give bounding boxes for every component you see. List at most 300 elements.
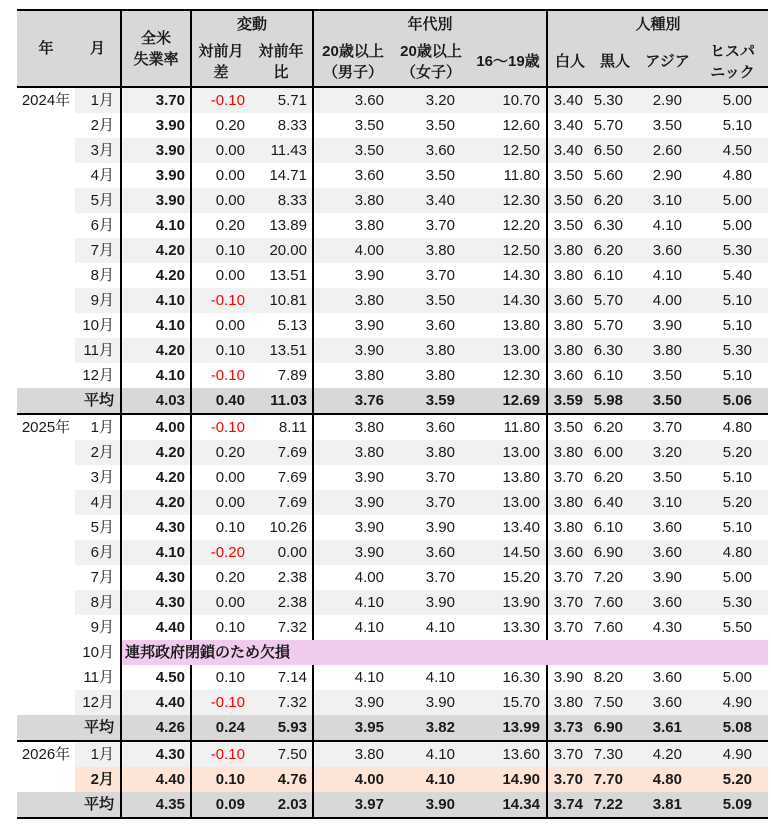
cell-teen: 16.30 — [502, 669, 540, 686]
cell-asian: 3.50 — [638, 388, 697, 413]
cell-month: 1月 — [75, 88, 120, 113]
cell-yoy: 14.71 — [269, 167, 307, 184]
cell-asian: 3.60 — [638, 238, 697, 263]
cell-year — [17, 188, 75, 213]
cell-black: 7.70 — [592, 767, 638, 792]
cell-year — [17, 440, 75, 465]
cell-female20: 3.20 — [392, 88, 470, 113]
table-row — [17, 767, 768, 792]
table-row — [17, 163, 768, 188]
unemployment-table — [17, 9, 768, 819]
cell-teen: 10.70 — [470, 88, 546, 113]
cell-teen: 13.00 — [470, 440, 546, 465]
cell-hispanic: 4.90 — [697, 690, 768, 715]
cell-black: 6.10 — [593, 267, 623, 284]
cell-asian: 3.90 — [652, 317, 682, 334]
cell-month: 1月 — [90, 419, 114, 436]
cell-hispanic: 4.80 — [722, 167, 752, 184]
cell-white: 3.50 — [546, 213, 592, 238]
cell-asian: 4.00 — [638, 288, 697, 313]
cell-year — [17, 263, 75, 288]
year-section — [17, 88, 768, 415]
cell-male20: 3.97 — [312, 792, 392, 817]
cell-mom: 0.00 — [190, 138, 250, 163]
cell-mom: 0.10 — [190, 615, 250, 640]
cell-male20: 3.60 — [312, 88, 392, 113]
table-row — [17, 590, 768, 615]
cell-year — [17, 767, 75, 792]
cell-asian: 3.10 — [638, 490, 697, 515]
cell-black: 5.70 — [593, 317, 623, 334]
cell-male20: 3.90 — [312, 313, 392, 338]
cell-year — [17, 113, 75, 138]
cell-teen: 12.30 — [470, 188, 546, 213]
cell-rate: 4.00 — [120, 415, 190, 440]
cell-rate: 4.10 — [120, 540, 190, 565]
cell-rate: 3.90 — [120, 163, 190, 188]
cell-month: 7月 — [90, 569, 114, 586]
cell-hispanic: 5.30 — [697, 590, 768, 615]
header-asian: アジア — [645, 53, 690, 70]
cell-teen: 15.20 — [502, 569, 540, 586]
cell-asian: 2.90 — [652, 167, 682, 184]
cell-yoy: 2.38 — [277, 569, 307, 586]
cell-male20: 4.00 — [312, 238, 392, 263]
cell-white: 3.80 — [546, 313, 592, 338]
cell-rate: 4.20 — [120, 490, 190, 515]
cell-rate: 4.20 — [120, 238, 190, 263]
cell-female20: 3.70 — [392, 490, 470, 515]
cell-asian: 3.90 — [652, 569, 682, 586]
cell-teen: 14.30 — [470, 288, 546, 313]
cell-hispanic: 5.10 — [722, 317, 752, 334]
cell-black: 6.40 — [592, 490, 638, 515]
cell-black: 6.20 — [593, 419, 623, 436]
cell-yoy: 7.50 — [250, 742, 312, 767]
cell-mom: -0.20 — [190, 540, 250, 565]
cell-mom: 0.00 — [190, 465, 250, 490]
cell-yoy: 7.69 — [250, 440, 312, 465]
table-row — [17, 338, 768, 363]
table-header — [17, 11, 768, 88]
cell-white: 3.90 — [546, 665, 592, 690]
cell-yoy: 7.32 — [250, 690, 312, 715]
cell-black: 6.10 — [593, 367, 623, 384]
cell-teen: 13.99 — [470, 715, 546, 740]
cell-mom: 0.20 — [190, 440, 250, 465]
cell-asian: 3.20 — [638, 440, 697, 465]
cell-female20: 3.50 — [425, 167, 455, 184]
cell-asian: 3.50 — [652, 469, 682, 486]
cell-white: 3.80 — [546, 338, 592, 363]
cell-mom: 0.20 — [190, 565, 250, 590]
cell-asian: 4.10 — [652, 267, 682, 284]
cell-year — [17, 338, 75, 363]
cell-hispanic: 5.20 — [697, 767, 768, 792]
cell-teen: 14.30 — [502, 267, 540, 284]
table-row — [17, 313, 768, 338]
cell-mom: 0.00 — [190, 163, 250, 188]
cell-white: 3.80 — [546, 238, 592, 263]
cell-hispanic: 5.10 — [722, 519, 752, 536]
cell-black: 6.00 — [592, 440, 638, 465]
cell-mom: -0.10 — [190, 415, 250, 440]
cell-yoy: 10.81 — [250, 288, 312, 313]
cell-white: 3.40 — [546, 88, 592, 113]
table-row — [17, 238, 768, 263]
cell-month: 9月 — [90, 619, 114, 636]
cell-rate: 4.30 — [120, 565, 190, 590]
cell-male20: 3.80 — [312, 188, 392, 213]
cell-month: 8月 — [75, 590, 120, 615]
cell-month: 10月 — [82, 644, 114, 661]
cell-month: 12月 — [75, 690, 120, 715]
cell-year: 2026年 — [17, 742, 75, 767]
cell-month: 5月 — [75, 188, 120, 213]
cell-female20: 3.90 — [425, 519, 455, 536]
cell-year — [17, 540, 75, 565]
cell-rate: 4.40 — [120, 767, 190, 792]
cell-male20: 3.80 — [312, 742, 392, 767]
cell-male20: 3.90 — [312, 690, 392, 715]
cell-month: 4月 — [90, 167, 114, 184]
cell-female20: 3.80 — [392, 338, 470, 363]
cell-teen: 13.40 — [502, 519, 540, 536]
cell-yoy: 13.51 — [250, 338, 312, 363]
cell-teen: 13.30 — [502, 619, 540, 636]
cell-rate: 4.03 — [120, 388, 190, 413]
cell-black: 8.20 — [593, 669, 623, 686]
cell-asian: 4.30 — [652, 619, 682, 636]
cell-yoy: 2.03 — [250, 792, 312, 817]
table-row — [17, 715, 768, 740]
table-row — [17, 640, 768, 665]
cell-yoy: 11.43 — [250, 138, 312, 163]
cell-yoy: 5.71 — [250, 88, 312, 113]
cell-hispanic: 5.10 — [722, 367, 752, 384]
cell-mom: 0.40 — [190, 388, 250, 413]
cell-male20: 3.50 — [312, 113, 392, 138]
cell-hispanic: 5.09 — [697, 792, 768, 817]
cell-female20: 3.40 — [392, 188, 470, 213]
cell-white: 3.74 — [546, 792, 592, 817]
table-row — [17, 742, 768, 767]
cell-female20: 3.70 — [425, 267, 455, 284]
cell-black: 7.60 — [592, 590, 638, 615]
cell-yoy: 20.00 — [250, 238, 312, 263]
cell-yoy: 5.93 — [250, 715, 312, 740]
cell-white: 3.59 — [546, 388, 592, 413]
cell-black: 6.20 — [592, 188, 638, 213]
cell-yoy: 13.89 — [269, 217, 307, 234]
cell-asian: 2.90 — [638, 88, 697, 113]
cell-asian: 4.10 — [652, 217, 682, 234]
header-hispanic: ヒスパ ニック — [709, 42, 755, 81]
cell-hispanic: 5.40 — [722, 267, 752, 284]
header-group-change: 変動 — [190, 11, 312, 37]
cell-asian: 3.50 — [652, 367, 682, 384]
cell-rate: 3.90 — [120, 138, 190, 163]
cell-black: 6.90 — [592, 715, 638, 740]
cell-year — [17, 465, 75, 490]
cell-male20: 3.90 — [312, 465, 392, 490]
table-row — [17, 565, 768, 590]
cell-male20: 3.80 — [312, 440, 392, 465]
cell-asian: 3.60 — [638, 540, 697, 565]
cell-mom: 0.10 — [190, 515, 250, 540]
cell-black: 6.50 — [592, 138, 638, 163]
cell-teen: 13.60 — [470, 742, 546, 767]
cell-asian: 3.80 — [638, 338, 697, 363]
cell-white: 3.80 — [546, 440, 592, 465]
cell-rate: 3.90 — [120, 188, 190, 213]
cell-missing-note: 連邦政府閉鎖のため欠損 — [120, 640, 768, 665]
cell-asian: 3.70 — [652, 419, 682, 436]
cell-rate: 4.40 — [120, 690, 190, 715]
cell-rate: 4.20 — [120, 338, 190, 363]
cell-yoy: 7.32 — [277, 619, 307, 636]
cell-hispanic: 5.00 — [697, 188, 768, 213]
cell-year — [17, 515, 75, 540]
cell-hispanic: 5.08 — [697, 715, 768, 740]
cell-yoy: 8.11 — [278, 419, 307, 436]
cell-hispanic: 5.20 — [697, 490, 768, 515]
cell-year — [17, 163, 75, 188]
table-row — [17, 263, 768, 288]
cell-female20: 3.82 — [392, 715, 470, 740]
cell-teen: 11.80 — [503, 167, 540, 184]
header-male20: 20歳以上 （男子） — [312, 37, 392, 86]
cell-teen: 12.30 — [502, 367, 540, 384]
cell-white: 3.80 — [546, 515, 592, 540]
table-row — [17, 490, 768, 515]
cell-hispanic: 5.00 — [722, 569, 752, 586]
cell-month: 平均 — [75, 715, 120, 740]
cell-teen: 13.00 — [470, 338, 546, 363]
cell-male20: 3.90 — [312, 540, 392, 565]
table-row — [17, 188, 768, 213]
table-row — [17, 690, 768, 715]
table-row — [17, 138, 768, 163]
cell-black: 5.98 — [592, 388, 638, 413]
cell-yoy: 7.69 — [277, 469, 307, 486]
cell-male20: 3.80 — [312, 415, 392, 440]
cell-month: 6月 — [90, 217, 114, 234]
cell-white: 3.70 — [546, 465, 592, 490]
table-row — [17, 465, 768, 490]
cell-male20: 3.80 — [312, 288, 392, 313]
cell-female20: 3.50 — [392, 288, 470, 313]
cell-mom: 0.00 — [190, 490, 250, 515]
table-row — [17, 415, 768, 440]
cell-hispanic: 5.50 — [722, 619, 752, 636]
table-row — [17, 665, 768, 690]
cell-male20: 3.80 — [312, 213, 392, 238]
cell-yoy: 10.26 — [269, 519, 307, 536]
header-year: 年 — [38, 40, 54, 57]
cell-year — [17, 313, 75, 338]
cell-rate: 4.20 — [120, 440, 190, 465]
cell-white: 3.70 — [546, 615, 592, 640]
cell-white: 3.50 — [546, 188, 592, 213]
cell-mom: 0.10 — [190, 238, 250, 263]
cell-rate: 4.20 — [120, 263, 190, 288]
cell-mom: -0.10 — [190, 88, 250, 113]
cell-yoy: 0.00 — [250, 540, 312, 565]
cell-yoy: 7.69 — [250, 490, 312, 515]
cell-year: 2025年 — [17, 415, 75, 440]
cell-female20: 3.80 — [392, 440, 470, 465]
cell-female20: 3.90 — [392, 590, 470, 615]
cell-yoy: 8.33 — [250, 188, 312, 213]
cell-rate: 4.10 — [120, 213, 190, 238]
cell-teen: 15.70 — [470, 690, 546, 715]
cell-white: 3.70 — [546, 767, 592, 792]
cell-asian: 3.81 — [638, 792, 697, 817]
cell-female20: 3.60 — [392, 138, 470, 163]
cell-female20: 3.50 — [425, 117, 455, 134]
cell-yoy: 11.03 — [250, 388, 312, 413]
cell-rate: 4.10 — [120, 288, 190, 313]
cell-year: 2024年 — [17, 88, 75, 113]
cell-black: 7.50 — [592, 690, 638, 715]
cell-yoy: 2.38 — [250, 590, 312, 615]
cell-month: 11月 — [83, 669, 114, 686]
cell-year — [17, 288, 75, 313]
cell-year — [17, 388, 75, 413]
cell-male20: 3.90 — [312, 338, 392, 363]
header-group-age: 年代別 — [312, 11, 546, 37]
cell-male20: 4.10 — [312, 665, 392, 690]
cell-hispanic: 5.00 — [722, 669, 752, 686]
cell-hispanic: 5.10 — [722, 117, 752, 134]
cell-white: 3.80 — [546, 690, 592, 715]
cell-white: 3.70 — [546, 590, 592, 615]
cell-rate: 4.30 — [120, 590, 190, 615]
cell-asian: 3.60 — [652, 669, 682, 686]
cell-year — [17, 615, 75, 640]
cell-rate: 4.40 — [120, 615, 190, 640]
cell-year — [17, 238, 75, 263]
cell-mom: -0.10 — [190, 363, 250, 388]
cell-teen: 14.90 — [470, 767, 546, 792]
cell-year — [17, 138, 75, 163]
table-row — [17, 540, 768, 565]
cell-asian: 4.20 — [638, 742, 697, 767]
cell-month: 6月 — [75, 540, 120, 565]
cell-year — [17, 715, 75, 740]
cell-white: 3.80 — [546, 490, 592, 515]
cell-asian: 3.61 — [638, 715, 697, 740]
cell-black: 6.20 — [592, 238, 638, 263]
cell-teen: 13.90 — [470, 590, 546, 615]
cell-black: 7.22 — [592, 792, 638, 817]
cell-year — [17, 690, 75, 715]
cell-male20: 4.00 — [312, 767, 392, 792]
cell-mom: 0.20 — [190, 113, 250, 138]
cell-mom: 0.10 — [190, 665, 250, 690]
cell-white: 3.60 — [546, 363, 592, 388]
cell-rate: 4.20 — [120, 465, 190, 490]
cell-rate: 4.35 — [120, 792, 190, 817]
header-group-race: 人種別 — [546, 11, 768, 37]
cell-white: 3.60 — [546, 288, 592, 313]
header-mom-diff: 対前月 差 — [190, 37, 250, 86]
header-black: 黒人 — [599, 53, 630, 70]
cell-hispanic: 5.10 — [722, 469, 752, 486]
cell-rate: 4.26 — [120, 715, 190, 740]
cell-teen: 13.80 — [502, 317, 540, 334]
cell-female20: 4.10 — [392, 742, 470, 767]
cell-month: 1月 — [75, 742, 120, 767]
cell-month: 7月 — [75, 238, 120, 263]
cell-month: 3月 — [75, 138, 120, 163]
cell-teen: 11.80 — [503, 419, 540, 436]
cell-male20: 3.80 — [312, 363, 392, 388]
cell-year — [17, 590, 75, 615]
header-white: 白人 — [546, 37, 592, 86]
cell-white: 3.40 — [546, 138, 592, 163]
table-row — [17, 113, 768, 138]
cell-year — [17, 490, 75, 515]
cell-mom: 0.24 — [190, 715, 250, 740]
cell-female20: 3.60 — [392, 540, 470, 565]
header-national-rate: 全米 失業率 — [120, 11, 190, 86]
cell-male20: 3.60 — [312, 163, 392, 188]
cell-rate: 4.10 — [120, 313, 190, 338]
cell-hispanic: 4.80 — [722, 419, 752, 436]
cell-asian: 3.10 — [638, 188, 697, 213]
cell-teen: 12.50 — [470, 238, 546, 263]
cell-asian: 3.60 — [652, 519, 682, 536]
cell-female20: 3.60 — [425, 317, 455, 334]
cell-yoy: 7.14 — [277, 669, 307, 686]
cell-year — [17, 363, 75, 388]
cell-rate: 4.50 — [120, 665, 190, 690]
cell-month: 2月 — [90, 117, 114, 134]
cell-white: 3.70 — [546, 742, 592, 767]
cell-hispanic: 5.20 — [697, 440, 768, 465]
cell-male20: 3.50 — [312, 138, 392, 163]
year-section — [17, 415, 768, 742]
cell-month: 5月 — [90, 519, 114, 536]
table-row — [17, 363, 768, 388]
cell-black: 5.60 — [593, 167, 623, 184]
cell-mom: 0.20 — [190, 213, 250, 238]
cell-hispanic: 5.30 — [697, 238, 768, 263]
cell-white: 3.50 — [546, 163, 592, 188]
cell-mom: 0.00 — [190, 263, 250, 288]
cell-hispanic: 4.90 — [697, 742, 768, 767]
cell-male20: 3.76 — [312, 388, 392, 413]
cell-month: 2月 — [75, 767, 120, 792]
cell-month: 9月 — [75, 288, 120, 313]
cell-female20: 3.70 — [425, 469, 455, 486]
cell-female20: 4.10 — [392, 767, 470, 792]
cell-asian: 3.60 — [638, 590, 697, 615]
cell-female20: 3.59 — [392, 388, 470, 413]
table-row — [17, 515, 768, 540]
cell-male20: 3.90 — [312, 263, 392, 288]
cell-teen: 12.69 — [470, 388, 546, 413]
cell-black: 5.70 — [592, 288, 638, 313]
cell-hispanic: 5.06 — [697, 388, 768, 413]
cell-teen: 13.00 — [470, 490, 546, 515]
cell-teen: 12.50 — [470, 138, 546, 163]
cell-white: 3.70 — [546, 565, 592, 590]
table-row — [17, 288, 768, 313]
cell-black: 7.60 — [593, 619, 623, 636]
